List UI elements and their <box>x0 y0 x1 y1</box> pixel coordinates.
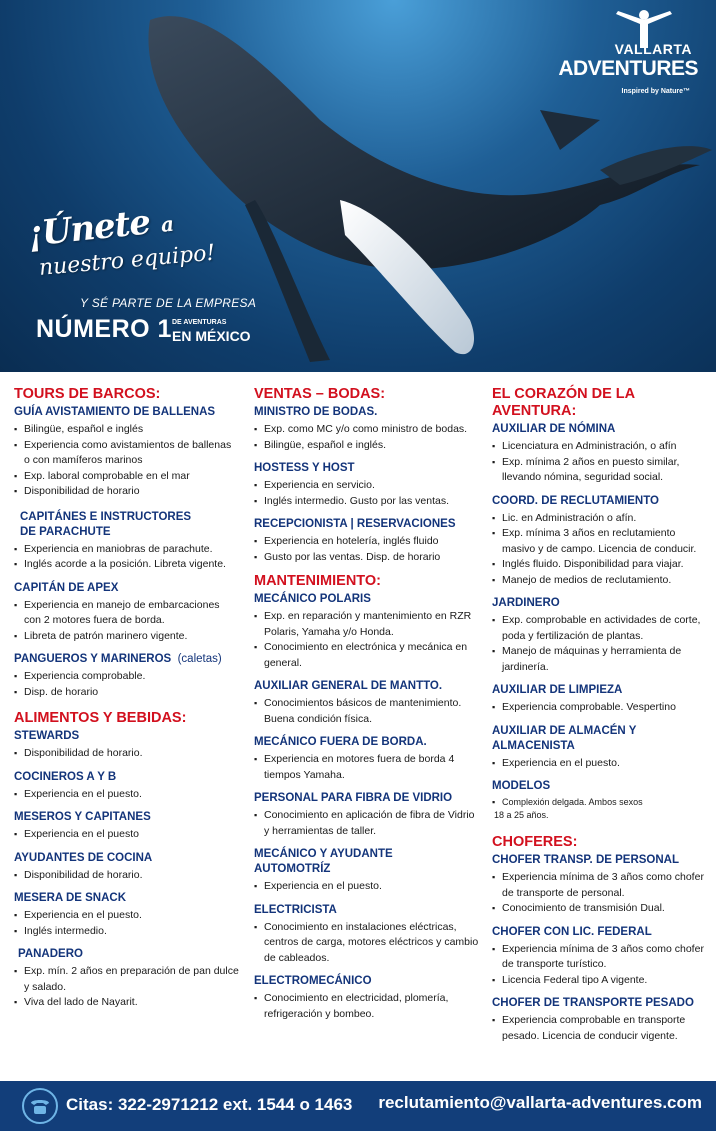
section-title: CHOFERES: <box>492 834 578 850</box>
list-item: ▪ Exp. mínima 3 años en reclutamiento masivo y de campo. Licencia de conducir. <box>492 526 710 557</box>
job-requirements <box>14 868 239 884</box>
job-title <box>14 510 239 540</box>
list-item: ▪ Inglés acorde a la posición. Libreta vigente. <box>14 557 239 573</box>
hero-banner <box>0 0 716 372</box>
list-item: ▪ Experiencia mínima de 3 años como chofer de transporte de personal. <box>492 870 710 901</box>
list-item: ▪ Inglés intermedio. <box>14 924 239 940</box>
job-title: MECÁNICO POLARIS <box>254 593 371 605</box>
job-title-line1: CAPITÁNES E INSTRUCTORES <box>20 510 192 523</box>
job-title: COCINEROS A Y B <box>14 770 117 783</box>
job-title <box>492 724 710 754</box>
list-item: ▪ Experiencia en el puesto. <box>14 787 239 803</box>
list-item: ▪ Conocimiento de transmisión Dual. <box>492 901 710 917</box>
job-requirements <box>254 609 482 671</box>
job-title: HOSTESS Y HOST <box>254 462 355 474</box>
list-item: ▪ Inglés intermedio. Gusto por las ventas. <box>254 494 482 510</box>
job-requirements <box>254 808 482 839</box>
email-link[interactable]: reclutamiento@vallarta-adventures.com <box>378 1093 702 1112</box>
job-requirements <box>492 796 710 809</box>
list-item: ▪ Conocimientos básicos de mantenimiento. Buena condición física. <box>254 696 482 727</box>
job-title: MINISTRO DE BODAS. <box>254 406 378 418</box>
job-requirements <box>14 669 239 700</box>
section-title: TOURS DE BARCOS: <box>14 386 161 402</box>
job-requirements <box>14 422 239 500</box>
section-title <box>492 386 710 420</box>
list-item: ▪ Inglés fluido. Disponibilidad para viajar. <box>492 557 710 573</box>
job-title: CHOFER CON LIC. FEDERAL <box>492 925 652 938</box>
slogan-en-mexico: EN MÉXICO <box>172 328 251 344</box>
list-item: ▪ Experiencia comprobable en transporte pesado. Licencia de conducir vigente. <box>492 1013 710 1044</box>
job-requirements <box>254 478 482 509</box>
contact-footer <box>0 1081 716 1131</box>
job-requirements <box>492 511 710 589</box>
job-title-line2: AUTOMOTRÍZ <box>254 863 331 875</box>
job-requirements <box>492 613 710 675</box>
job-title-text: PANGUEROS Y MARINEROS <box>14 653 172 665</box>
job-title-line2: DE PARACHUTE <box>20 525 111 538</box>
job-title: AUXILIAR DE LIMPIEZA <box>492 684 623 696</box>
job-requirements <box>492 756 710 772</box>
list-item: ▪ Experiencia en el puesto. <box>14 908 239 924</box>
list-item: ▪ Complexión delgada. Ambos sexos <box>492 796 710 809</box>
job-requirements <box>254 920 482 967</box>
slogan-join-text: ¡Únete <box>26 202 152 255</box>
job-requirements <box>492 700 710 716</box>
job-title: MESERA DE SNACK <box>14 892 127 904</box>
list-item: ▪ Lic. en Administración o afín. <box>492 511 710 527</box>
section-title-line2: AVENTURA: <box>492 403 577 419</box>
brand-line2: ADVENTURES <box>558 57 698 80</box>
list-item: ▪ Disponibilidad de horario. <box>14 868 239 884</box>
list-item: ▪ Conocimiento en aplicación de fibra de Vidrio y herramientas de taller. <box>254 808 482 839</box>
slogan-join-small: a <box>159 211 175 237</box>
list-item: ▪ Bilingüe, español e inglés. <box>254 438 482 454</box>
list-item: ▪ Experiencia en manejo de embarcaciones con 2 motores fuera de borda. <box>14 598 239 629</box>
list-item: ▪ Experiencia mínima de 3 años como chofer de transporte turístico. <box>492 942 710 973</box>
job-title: STEWARDS <box>14 730 80 742</box>
job-requirements <box>14 787 239 803</box>
job-title: CAPITÁN DE APEX <box>14 581 119 594</box>
job-title <box>14 652 239 667</box>
job-requirements <box>254 752 482 783</box>
job-requirements <box>14 908 239 939</box>
list-item: ▪ Exp. como MC y/o como ministro de bodas. <box>254 422 482 438</box>
list-item: ▪ Disp. de horario <box>14 685 239 701</box>
list-item: ▪ Exp. mín. 2 años en preparación de pan dulce y salado. <box>14 964 239 995</box>
section-title-line1: EL CORAZÓN DE LA <box>492 386 636 402</box>
column-2 <box>254 386 482 1022</box>
list-item: ▪ Exp. en reparación y mantenimiento en RZR Polaris, Yamaha y/o Honda. <box>254 609 482 640</box>
job-title: ELECTRICISTA <box>254 903 337 916</box>
list-item: ▪ Gusto por las ventas. Disp. de horario <box>254 550 482 566</box>
phone-appointments[interactable]: Citas: 322-2971212 ext. 1544 o 1463 <box>66 1095 353 1114</box>
list-item: ▪ Experiencia comprobable. Vespertino <box>492 700 710 716</box>
job-requirements <box>254 534 482 565</box>
list-item: ▪ Experiencia en el puesto. <box>254 879 482 895</box>
list-item: ▪ Conocimiento en electrónica y mecánica en general. <box>254 640 482 671</box>
job-title: GUÍA AVISTAMIENTO DE BALLENAS <box>14 406 216 418</box>
list-item: ▪ Disponibilidad de horario. <box>14 746 239 762</box>
job-requirements <box>14 964 239 1011</box>
job-requirements <box>492 870 710 917</box>
job-title-note: (caletas) <box>177 653 222 665</box>
slogan-company: Y SÉ PARTE DE LA EMPRESA <box>80 296 257 310</box>
job-title: PANADERO <box>18 948 83 960</box>
job-title-line1: AUXILIAR DE ALMACÉN Y <box>492 724 637 737</box>
list-item: ▪ Experiencia en el puesto. <box>492 756 710 772</box>
list-item: ▪ Experiencia en maniobras de parachute. <box>14 542 239 558</box>
column-1 <box>14 386 239 1011</box>
slogan-de-aventuras: DE AVENTURAS <box>172 319 227 326</box>
job-title <box>254 847 482 877</box>
list-item: ▪ Manejo de medios de reclutamiento. <box>492 573 710 589</box>
job-title: RECEPCIONISTA | RESERVACIONES <box>254 518 456 530</box>
job-title: AYUDANTES DE COCINA <box>14 851 153 864</box>
job-requirements <box>14 746 239 762</box>
slogan-number-one: NÚMERO 1 <box>36 315 172 343</box>
job-requirements <box>254 696 482 727</box>
job-title: MECÁNICO FUERA DE BORDA. <box>254 736 427 748</box>
section-title: VENTAS – BODAS: <box>254 386 386 402</box>
section-title: MANTENIMIENTO: <box>254 573 382 589</box>
job-requirements <box>254 991 482 1022</box>
list-item: ▪ Experiencia en motores fuera de borda 4 tiempos Yamaha. <box>254 752 482 783</box>
list-item: ▪ Experiencia en el puesto <box>14 827 239 843</box>
job-title-line1: MECÁNICO Y AYUDANTE <box>254 848 393 860</box>
job-title: CHOFER DE TRANSPORTE PESADO <box>492 997 694 1009</box>
list-item: ▪ Experiencia comprobable. <box>14 669 239 685</box>
job-title: AUXILIAR DE NÓMINA <box>492 423 616 435</box>
job-title: MODELOS <box>492 780 551 792</box>
list-item: ▪ Licenciatura en Administración, o afín <box>492 439 710 455</box>
list-item: ▪ Conocimiento en electricidad, plomería, refrigeración y bombeo. <box>254 991 482 1022</box>
list-item: ▪ Viva del lado de Nayarit. <box>14 995 239 1011</box>
job-title: AUXILIAR GENERAL DE MANTTO. <box>254 680 443 692</box>
list-item: ▪ Libreta de patrón marinero vigente. <box>14 629 239 645</box>
column-3 <box>492 386 710 1044</box>
job-requirements <box>254 422 482 453</box>
section-title: ALIMENTOS Y BEBIDAS: <box>14 710 187 726</box>
job-title: JARDINERO <box>492 597 560 609</box>
job-title: MESEROS Y CAPITANES <box>14 811 151 823</box>
job-title: COORD. DE RECLUTAMIENTO <box>492 494 659 507</box>
job-requirements <box>492 942 710 989</box>
brand-tagline: Inspired by Nature™ <box>621 88 690 95</box>
list-item: ▪ Bilingüe, español e inglés <box>14 422 239 438</box>
job-requirements <box>14 598 239 645</box>
job-requirements <box>254 879 482 895</box>
list-item: ▪ Exp. comprobable en actividades de corte, poda y fertilización de plantas. <box>492 613 710 644</box>
brand-line1: VALLARTA <box>614 41 692 57</box>
list-item: ▪ Disponibilidad de horario <box>14 484 239 500</box>
list-item: ▪ Licencia Federal tipo A vigente. <box>492 973 710 989</box>
job-requirements <box>492 439 710 486</box>
slogan-team: nuestro equipo! <box>38 240 217 281</box>
job-extra-note: 18 a 25 años. <box>494 810 549 820</box>
list-item: ▪ Conocimiento en instalaciones eléctricas, centros de carga, motores eléctricos y cambio de cableados. <box>254 920 482 967</box>
list-item: ▪ Experiencia como avistamientos de ballenas o con mamíferos marinos <box>14 438 239 469</box>
list-item: ▪ Manejo de máquinas y herramienta de jardinería. <box>492 644 710 675</box>
phone-icon <box>22 1088 58 1124</box>
job-requirements <box>14 542 239 573</box>
list-item: ▪ Experiencia en servicio. <box>254 478 482 494</box>
list-item: ▪ Exp. laboral comprobable en el mar <box>14 469 239 485</box>
list-item: ▪ Exp. mínima 2 años en puesto similar, llevando nómina, seguridad social. <box>492 455 710 486</box>
job-title: ELECTROMECÁNICO <box>254 975 372 987</box>
job-requirements <box>14 827 239 843</box>
job-title: CHOFER TRANSP. DE PERSONAL <box>492 854 680 866</box>
phone-glyph <box>24 1090 56 1122</box>
brand-logo <box>558 8 706 103</box>
job-title: PERSONAL PARA FIBRA DE VIDRIO <box>254 792 453 804</box>
job-requirements <box>492 1013 710 1044</box>
list-item: ▪ Experiencia en hotelería, inglés fluido <box>254 534 482 550</box>
job-title-line2: ALMACENISTA <box>492 739 575 752</box>
